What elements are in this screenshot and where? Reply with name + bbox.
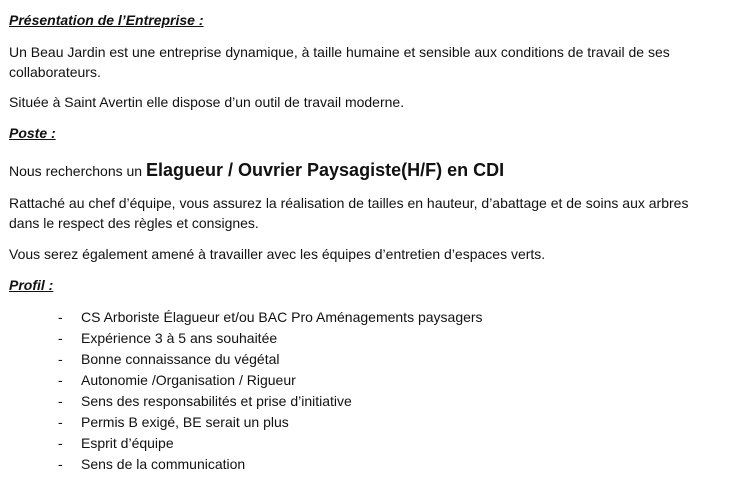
list-item-text: Sens des responsabilités et prise d’initiative [81,393,352,409]
poste-heading: Poste : [9,125,56,141]
bullet-dash: - [58,330,63,346]
list-item-text: Expérience 3 à 5 ans souhaitée [81,330,278,346]
list-item-text: Bonne connaissance du végétal [81,351,280,367]
list-item-text: Esprit d’équipe [81,435,174,451]
company-description-paragraph: Un Beau Jardin est une entreprise dynamique, à taille humaine et sensible aux conditions de travail de ses collaborateurs. [9,44,670,80]
list-item-text: Sens de la communication [81,456,246,472]
bullet-dash: - [58,393,63,409]
bullet-dash: - [58,309,63,325]
job-team-paragraph: Vous serez également amené à travailler avec les équipes d’entretien d’espaces verts. [9,246,546,262]
profil-heading: Profil : [9,277,54,293]
job-intro-line [9,157,504,185]
company-location-paragraph: Située à Saint Avertin elle dispose d’un outil de travail moderne. [9,94,405,110]
bullet-dash: - [58,435,63,451]
job-title: Elagueur / Ouvrier Paysagiste(H/F) en CDI [145,160,505,180]
job-responsibilities-paragraph: Rattaché au chef d’équipe, vous assurez la réalisation de tailles en hauteur, d’abattage et de soins aux arbres dans le respect des règles et consignes. [9,195,689,231]
bullet-dash: - [58,414,63,430]
presentation-heading: Présentation de l’Entreprise : [9,12,204,28]
list-item-text: Autonomie /Organisation / Rigueur [81,372,296,388]
job-intro-prefix: Nous recherchons un [9,163,146,179]
bullet-dash: - [58,456,63,472]
list-item-text: Permis B exigé, BE serait un plus [81,414,289,430]
bullet-dash: - [58,351,63,367]
bullet-dash: - [58,372,63,388]
list-item-text: CS Arboriste Élagueur et/ou BAC Pro Aménagements paysagers [81,309,483,325]
